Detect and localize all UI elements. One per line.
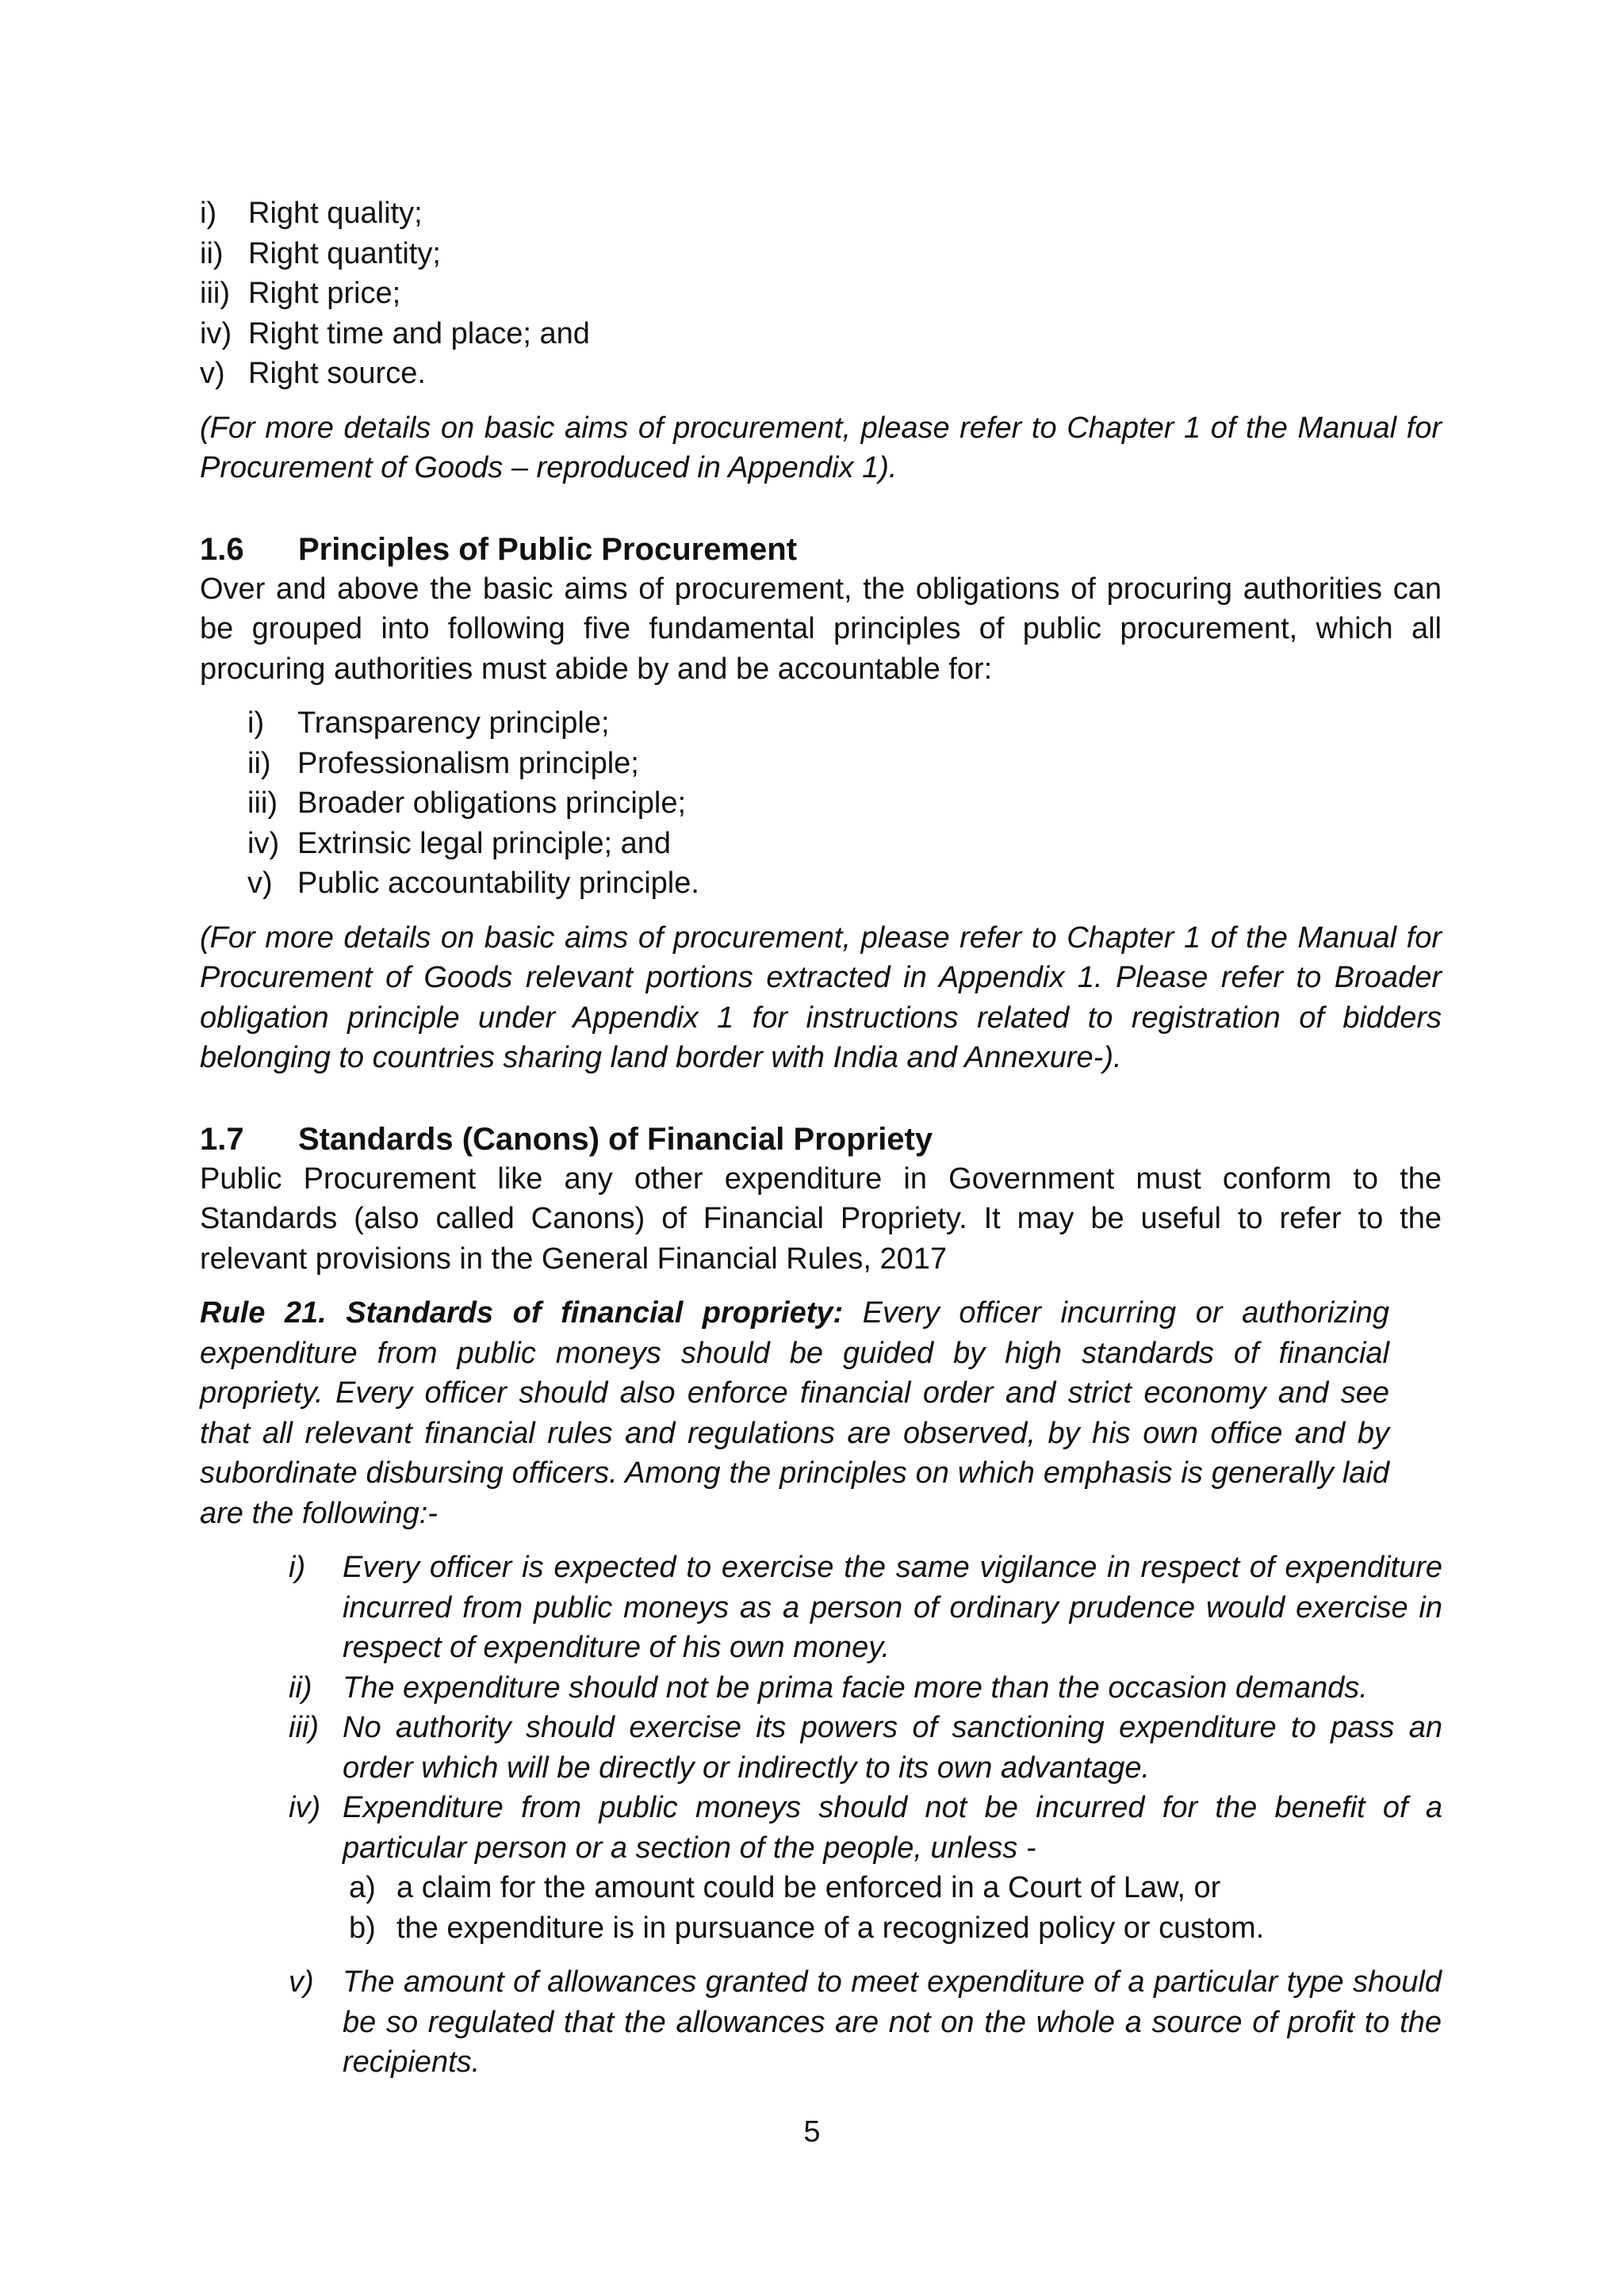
list-text: The expenditure should not be prima facie more than the occasion demands.: [343, 1670, 1368, 1705]
list-text: Broader obligations principle;: [297, 786, 687, 820]
list-number: iv): [200, 316, 232, 350]
list-text: The amount of allowances granted to meet expenditure of a particular type should be so regulated that the allowances are not on the whole a source of profit to the recipients.: [343, 1965, 1442, 2079]
rule-21-text: Every officer incurring or authorizing expenditure from public moneys should be guided by high standards of financial propriety. Every officer should also enforce financial order and strict economy and see that all relevant financial rules and regulations are observed, by his own office and by subordinate disbursing officers. Among the principles on which emphasis is generally laid are the following:-: [200, 1296, 1389, 1530]
list-item: [247, 703, 1442, 744]
list-text: Every officer is expected to exercise the same vigilance in respect of expenditure incurred from public moneys as a person of ordinary prudence would exercise in respect of expenditure of his own money.: [343, 1551, 1442, 1664]
principles-note: (For more details on basic aims of procurement, please refer to Chapter 1 of the Manual for Procurement of Goods relevant portions extracted in Appendix 1. Please refer to Broader obligation principle under Appendix 1 for instructions related to registration of bidders belonging to countries sharing land border with India and Annexure-).: [200, 920, 1442, 1074]
list-number: i): [200, 197, 217, 230]
list-text: Right source.: [248, 357, 426, 390]
list-item: [343, 1908, 1442, 1949]
list-number: iii): [289, 1711, 319, 1744]
list-item: [289, 1788, 1442, 1868]
list-text: Right time and place; and: [248, 316, 590, 350]
list-text: No authority should exercise its powers of sanctioning expenditure to pass an order which will be directly or indirectly to its own advantage.: [343, 1711, 1442, 1785]
list-number: i): [247, 706, 265, 740]
rule-21-paragraph: [200, 1293, 1389, 1533]
list-text: Transparency principle;: [297, 706, 610, 740]
rule-21-item-v: [289, 1962, 1442, 2083]
list-item: [289, 1708, 1442, 1788]
list-number: iv): [247, 826, 280, 860]
section-number: 1.6: [200, 531, 244, 567]
list-text: Public accountability principle.: [297, 867, 699, 900]
list-text: Extrinsic legal principle; and: [297, 826, 672, 860]
section-intro: Over and above the basic aims of procurement, the obligations of procuring authorities can be grouped into following five fundamental principles of public procurement, which all procuring authorities must abide by and be accountable for:: [200, 572, 1442, 686]
list-item: [247, 744, 1442, 784]
list-number: ii): [289, 1670, 312, 1705]
aims-list: [200, 193, 1442, 394]
list-item: [343, 1868, 1442, 1908]
list-item: [200, 314, 1442, 354]
list-number: a): [349, 1871, 376, 1904]
list-text: Expenditure from public moneys should not be incurred for the benefit of a particular person or a section of the people, unless -: [343, 1791, 1442, 1865]
list-item: [289, 1548, 1442, 1668]
list-number: v): [289, 1965, 314, 1999]
rule-21-subitems: [343, 1868, 1442, 1948]
list-item: [200, 354, 1442, 394]
section-heading-1-7: [200, 1119, 1442, 1159]
list-item: [247, 863, 1442, 904]
list-item: [289, 1962, 1442, 2083]
list-item: [200, 274, 1442, 314]
list-item: [247, 783, 1442, 824]
list-number: ii): [200, 236, 224, 270]
list-number: i): [289, 1551, 306, 1584]
list-text: Right quantity;: [248, 236, 441, 270]
list-number: iii): [200, 277, 230, 310]
section-number: 1.7: [200, 1121, 244, 1157]
section-title: Standards (Canons) of Financial Propriety: [298, 1121, 933, 1157]
list-text: a claim for the amount could be enforced in a Court of Law, or: [396, 1871, 1221, 1904]
list-item: [289, 1668, 1442, 1709]
aims-note: (For more details on basic aims of procurement, please refer to Chapter 1 of the Manual for Procurement of Goods – reproduced in Appendix 1).: [200, 411, 1442, 484]
list-item: [200, 193, 1442, 234]
list-item: [247, 824, 1442, 864]
rule-21-items: [289, 1548, 1442, 1868]
page-number: 5: [803, 2115, 821, 2149]
list-number: ii): [247, 746, 271, 780]
principles-list: [247, 703, 1442, 904]
list-text: Right price;: [248, 277, 401, 310]
list-item: [200, 234, 1442, 274]
list-text: Right quality;: [248, 197, 423, 230]
document-page: [200, 193, 1442, 2083]
list-number: v): [247, 867, 273, 900]
list-number: b): [349, 1911, 376, 1945]
list-number: iii): [247, 786, 278, 820]
section-heading-1-6: [200, 530, 1442, 569]
section-title: Principles of Public Procurement: [298, 531, 798, 567]
list-text: Professionalism principle;: [297, 746, 639, 780]
section-intro: Public Procurement like any other expenditure in Government must conform to the Standards (also called Canons) of Financial Propriety. It may be useful to refer to the relevant provisions in the General Financial Rules, 2017: [200, 1161, 1442, 1276]
rule-21-lead: Rule 21. Standards of financial propriety:: [200, 1296, 844, 1330]
list-number: v): [200, 357, 225, 390]
list-text: the expenditure is in pursuance of a recognized policy or custom.: [396, 1911, 1265, 1945]
list-number: iv): [289, 1791, 321, 1824]
